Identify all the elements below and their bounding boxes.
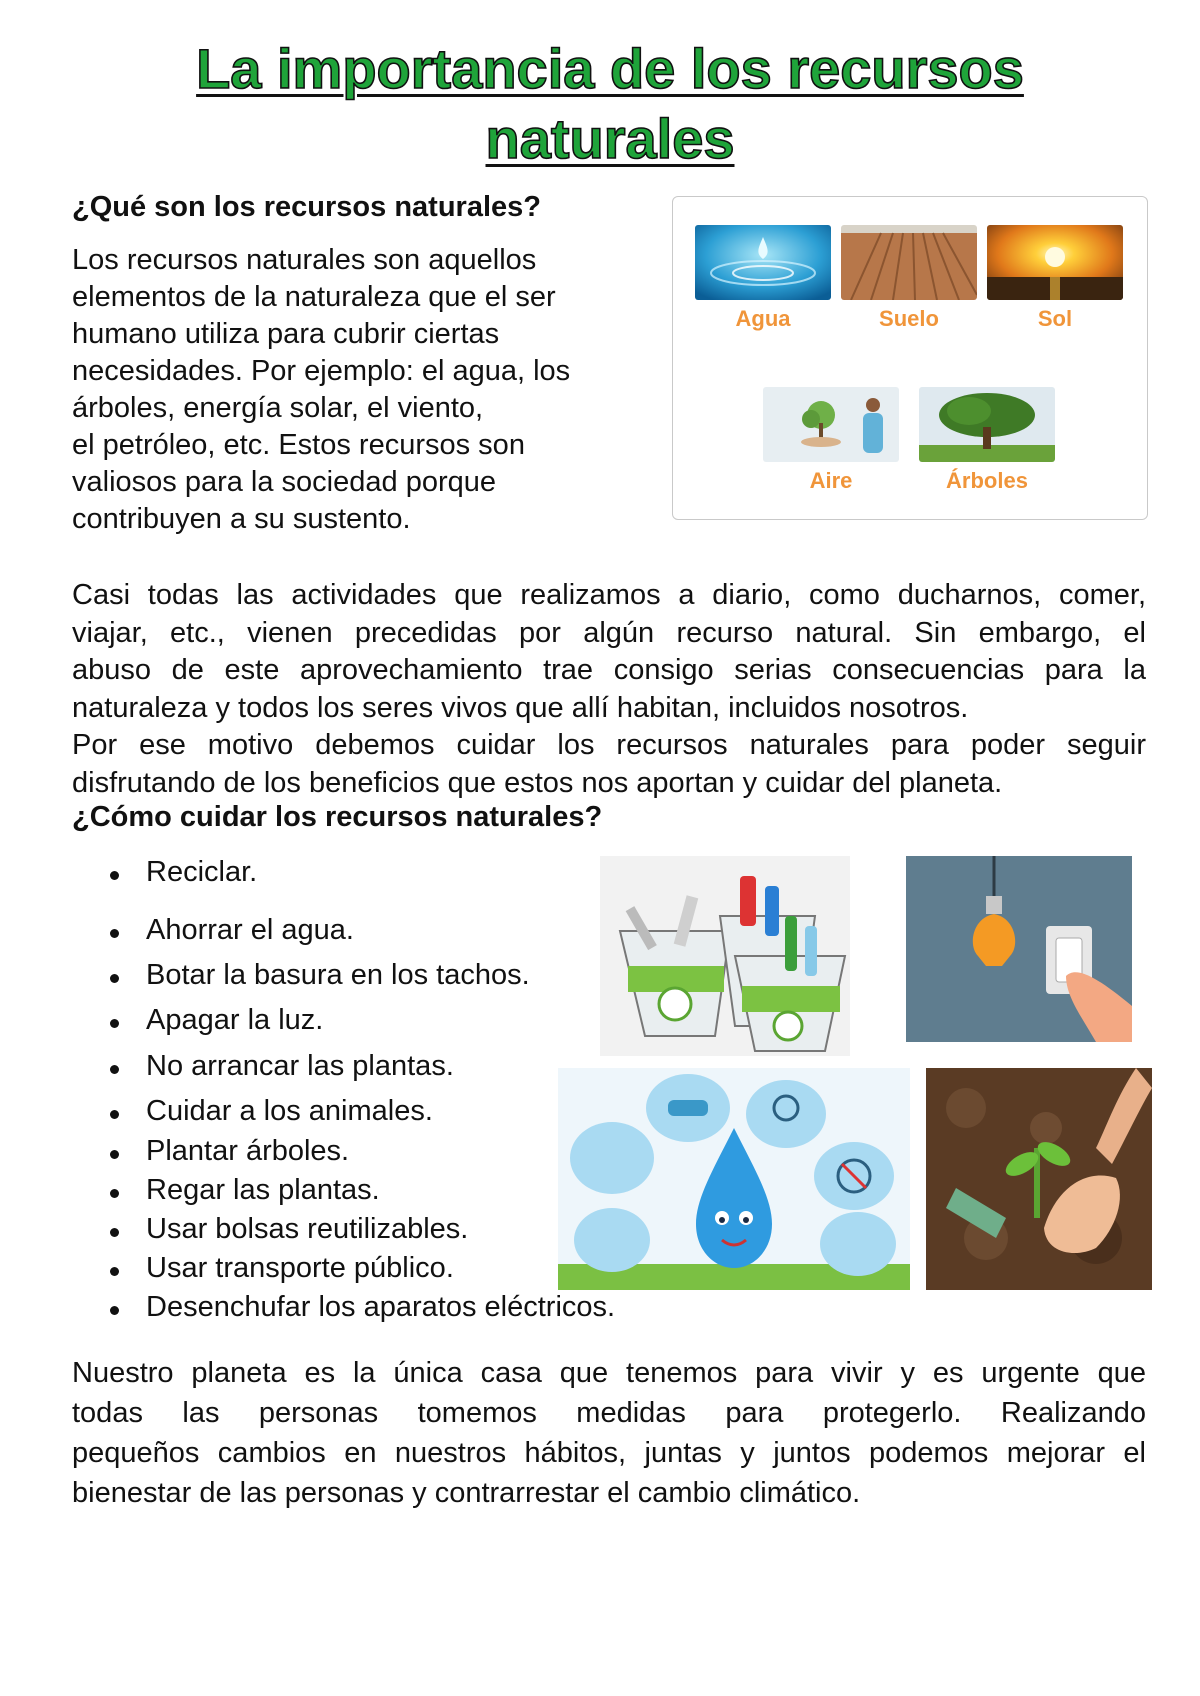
sunset-icon [987, 225, 1123, 300]
body-line: abuso de este aprovechamiento trae consigo serias consecuencias para la [72, 654, 1146, 686]
resource-label: Suelo [879, 306, 939, 331]
list-item: Regar las plantas. [146, 1174, 380, 1206]
planting-seedling-icon [926, 1068, 1152, 1290]
closing-line: Nuestro planeta es la única casa que tenemos para vivir y es urgente que [72, 1357, 1146, 1389]
resource-soil [841, 225, 977, 332]
intro-line: árboles, energía solar, el viento, [72, 392, 484, 424]
intro-line: Los recursos naturales son aquellos [72, 244, 537, 276]
intro-paragraph [72, 242, 652, 538]
person-air-icon [763, 387, 899, 462]
list-item: Usar transporte público. [146, 1252, 454, 1284]
list-item: Desenchufar los aparatos eléctricos. [146, 1291, 616, 1323]
water-saving-icon [558, 1068, 910, 1290]
section-heading-what: ¿Qué son los recursos naturales? [72, 191, 541, 223]
resource-air [763, 387, 899, 494]
intro-line: contribuyen a su sustento. [72, 503, 411, 535]
intro-line: el petróleo, etc. Estos recursos son [72, 429, 525, 461]
intro-line: necesidades. Por ejemplo: el agua, los [72, 355, 571, 387]
closing-line: todas las personas tomemos medidas para protegerlo. Realizando [72, 1397, 1146, 1429]
resource-label: Aire [809, 468, 853, 493]
list-item: Cuidar a los animales. [146, 1095, 433, 1127]
list-item: Reciclar. [146, 856, 258, 888]
resource-label: Árboles [946, 468, 1028, 493]
body-line: viajar, etc., vienen precedidas por algún recurso natural. Sin embargo, el [72, 616, 1146, 649]
intro-line: elementos de la naturaleza que el ser [72, 281, 556, 313]
list-item: Apagar la luz. [146, 1004, 324, 1036]
recycling-bins-icon [600, 856, 850, 1056]
resources-illustration [672, 196, 1148, 520]
page-title [0, 34, 1200, 174]
body-line: Por ese motivo debemos cuidar los recursos naturales para poder seguir [72, 729, 1146, 761]
light-switch-icon [906, 856, 1132, 1042]
closing-line: bienestar de las personas y contrarrestar el cambio climático. [72, 1477, 861, 1509]
body-paragraph [72, 577, 1146, 802]
closing-line: pequeños cambios en nuestros hábitos, juntas y juntos podemos mejorar el [72, 1437, 1146, 1469]
tree-icon [919, 387, 1055, 462]
intro-line: humano utiliza para cubrir ciertas [72, 318, 500, 350]
list-item: Ahorrar el agua. [146, 914, 354, 946]
intro-line: valiosos para la sociedad porque [72, 466, 496, 498]
body-line: disfrutando de los beneficios que estos nos aportan y cuidar del planeta. [72, 766, 1003, 799]
section-heading-how: ¿Cómo cuidar los recursos naturales? [72, 801, 603, 833]
soil-field-icon [841, 225, 977, 300]
list-item: No arrancar las plantas. [146, 1050, 454, 1082]
resource-trees [919, 387, 1055, 494]
title-line-1: La importancia de los recursos [196, 37, 1024, 100]
title-line-2: naturales [485, 107, 735, 170]
list-item: Botar la basura en los tachos. [146, 959, 530, 991]
resource-label: Agua [735, 306, 791, 331]
closing-paragraph [72, 1353, 1146, 1513]
list-item: Usar bolsas reutilizables. [146, 1213, 469, 1245]
resource-sun [987, 225, 1123, 332]
resource-label: Sol [1037, 306, 1073, 331]
water-drop-icon [695, 225, 831, 300]
body-line: Casi todas las actividades que realizamos a diario, como ducharnos, comer, [72, 579, 1146, 611]
list-item: Plantar árboles. [146, 1135, 350, 1167]
body-line: naturaleza y todos los seres vivos que allí habitan, incluidos nosotros. [72, 691, 969, 724]
resource-water [695, 225, 831, 332]
